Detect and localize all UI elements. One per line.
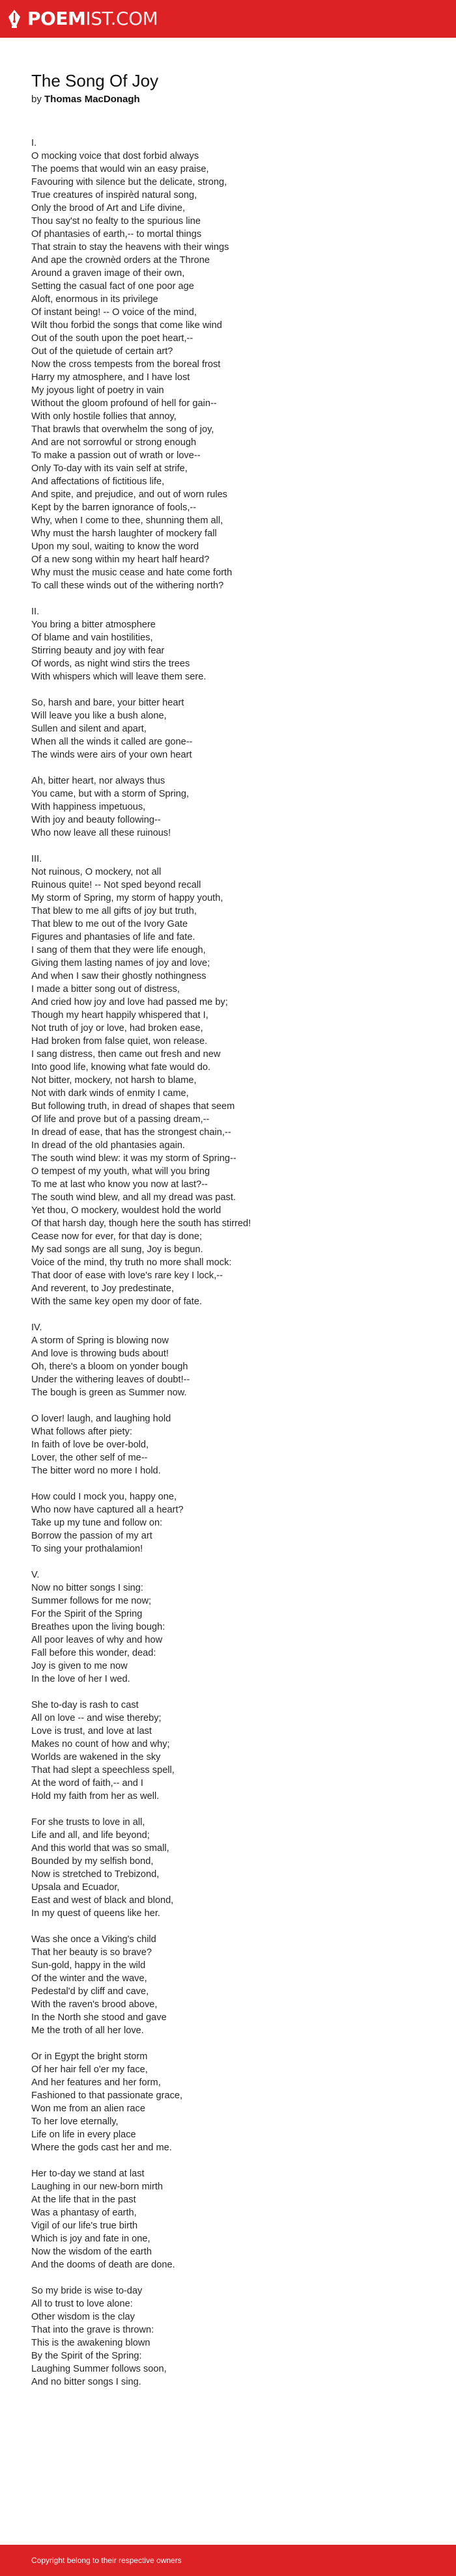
poem-line: With joy and beauty following--	[31, 815, 161, 825]
poem-line: Only the brood of Art and Life divine,	[31, 203, 186, 213]
poem-line: To sing your prothalamion!	[31, 1544, 143, 1554]
poem-line: Bounded by my selfish bond,	[31, 1856, 154, 1867]
poem-line: Will leave you like a bush alone,	[31, 711, 167, 721]
poem-line: A storm of Spring is blowing now	[31, 1336, 169, 1346]
poem-line: Out of the south upon the poet heart,--	[31, 333, 193, 344]
logo-text-bold: POEM	[27, 8, 86, 29]
poem-line: That strain to stay the heavens with their wings	[31, 242, 229, 253]
poem-line: Upsala and Ecuador,	[31, 1882, 120, 1893]
poem-line: At the word of faith,-- and I	[31, 1778, 143, 1788]
stanza	[31, 2050, 429, 2154]
stanza	[31, 1490, 429, 1555]
poem-line: And ape the crownèd orders at the Throne	[31, 255, 210, 266]
poem-line: Voice of the mind, thy truth no more shall mock:	[31, 1257, 232, 1268]
poem-line: Of the winter and the wave,	[31, 1973, 147, 1984]
poem-line: Of her hair fell o'er my face,	[31, 2064, 148, 2075]
poem-line: Giving them lasting names of joy and love;	[31, 958, 210, 968]
poem-line: With only hostile follies that annoy,	[31, 411, 177, 422]
poem-line: Ruinous quite! -- Not sped beyond recall	[31, 880, 201, 890]
poem-line: Why must the harsh laughter of mockery fall	[31, 528, 217, 539]
poem-line: With whispers which will leave them sere.	[31, 672, 207, 682]
pen-nib-icon	[7, 9, 22, 29]
poem-line: In the love of her I wed.	[31, 1674, 130, 1684]
poem-line: II.	[31, 607, 40, 617]
poem-line: Where the gods cast her and me.	[31, 2143, 172, 2153]
footer-bar	[0, 2545, 456, 2576]
poem-line: Joy is given to me now	[31, 1661, 128, 1671]
poem-line: Sullen and silent and apart,	[31, 724, 147, 734]
poem-line: Not ruinous, O mockery, not all	[31, 867, 162, 877]
poem-line: Fashioned to that passionate grace,	[31, 2090, 183, 2101]
poem-line: And affectations of fictitious life,	[31, 476, 165, 487]
poem-line: Into good life, knowing what fate would do.	[31, 1062, 211, 1073]
poem-line: My joyous light of poetry in vain	[31, 385, 164, 396]
poem-line: I.	[31, 138, 37, 148]
poem-line: That into the grave is thrown:	[31, 2325, 154, 2335]
poem-line: In dread of ease, that has the strongest chain,--	[31, 1127, 231, 1138]
poem-line: Hold my faith from her as well.	[31, 1791, 160, 1802]
poem-line: Around a graven image of their own,	[31, 268, 185, 279]
poem-line: That brawls that overwhelm the song of joy,	[31, 424, 214, 435]
stanza	[31, 1816, 429, 1920]
poem-line: Vigil of our life's true birth	[31, 2221, 138, 2231]
site-logo[interactable]	[7, 7, 158, 31]
poem-line: How could I mock you, happy one,	[31, 1492, 177, 1502]
poem-line: So, harsh and bare, your bitter heart	[31, 698, 184, 708]
poem-line: That blew to me all gifts of joy but truth,	[31, 906, 197, 916]
poem-line: And cried how joy and love had passed me by;	[31, 997, 228, 1007]
poem-line: Favouring with silence but the delicate, strong,	[31, 177, 227, 187]
poem-line: At the life that in the past	[31, 2195, 136, 2205]
poem-line: East and west of black and blond,	[31, 1895, 174, 1906]
poem-line: Wilt thou forbid the songs that come like wind	[31, 320, 222, 331]
poem-line: My sad songs are all sung, Joy is begun.	[31, 1244, 203, 1255]
poem-line: Sun-gold, happy in the wild	[31, 1960, 146, 1971]
poem-line: Of phantasies of earth,-- to mortal things	[31, 229, 202, 240]
poem-line: The south wind blew, and all my dread was past.	[31, 1192, 236, 1203]
stanza	[31, 696, 429, 761]
stanza	[31, 774, 429, 840]
poem-line: Only To-day with its vain self at strife,	[31, 463, 188, 474]
poem-line: Why, when I come to thee, shunning them all,	[31, 515, 223, 526]
poem-line: And the dooms of death are done.	[31, 2260, 175, 2270]
poem-line: O mocking voice that dost forbid always	[31, 151, 199, 161]
poem-line: The bitter word no more I hold.	[31, 1466, 161, 1476]
poem-line: Of a new song within my heart half heard?	[31, 555, 210, 565]
poem-line: In the North she stood and gave	[31, 2012, 167, 2023]
poem-line: Pedestal'd by cliff and cave,	[31, 1986, 149, 1997]
poem-line: Figures and phantasies of life and fate.	[31, 932, 195, 942]
poem-line: Was a phantasy of earth,	[31, 2208, 137, 2218]
poem-line: By the Spirit of the Spring:	[31, 2351, 142, 2361]
poem-line: Out of the quietude of certain art?	[31, 346, 173, 357]
poem-line: All on love -- and wise thereby;	[31, 1713, 162, 1723]
poem-line: And reverent, to Joy predestinate,	[31, 1283, 175, 1294]
poem-line: Love is trust, and love at last	[31, 1726, 152, 1736]
poem-line: Not with dark winds of enmity I came,	[31, 1088, 189, 1099]
poem-line: V.	[31, 1570, 40, 1580]
poem-line: The winds were airs of your own heart	[31, 750, 192, 760]
top-header-bar	[0, 0, 456, 38]
poem-line: And no bitter songs I sing.	[31, 2377, 141, 2387]
poem-line: Makes no count of how and why;	[31, 1739, 170, 1749]
poem-line: Cease now for ever, for that day is done;	[31, 1231, 203, 1242]
poem-line: Won me from an alien race	[31, 2103, 145, 2114]
poem-line: Breathes upon the living bough:	[31, 1622, 165, 1632]
poem-line: Who now have captured all a heart?	[31, 1505, 184, 1515]
poem-line: Aloft, enormous in its privilege	[31, 294, 158, 305]
poem-line: Setting the casual fact of one poor age	[31, 281, 194, 292]
poem-line: The south wind blew: it was my storm of Spring--	[31, 1153, 236, 1164]
poem-line: Was she once a Viking's child	[31, 1934, 156, 1945]
poem-line: Thou say'st no fealty to the spurious line	[31, 216, 201, 226]
poem-line: Not truth of joy or love, had broken ease,	[31, 1023, 203, 1034]
poem-line: Of blame and vain hostilities,	[31, 633, 153, 643]
poem-line: In faith of love be over-bold,	[31, 1440, 149, 1450]
stanza	[31, 853, 429, 1308]
poem-line: In dread of the old phantasies again.	[31, 1140, 186, 1151]
poem-line: With happiness impetuous,	[31, 802, 146, 812]
poem-line: That door of ease with love's rare key I lock,--	[31, 1270, 223, 1281]
poem-line: Not bitter, mockery, not harsh to blame,	[31, 1075, 197, 1086]
poem-line: Which is joy and fate in one,	[31, 2234, 150, 2244]
poem-line: To her love eternally,	[31, 2117, 119, 2127]
poem-line: That her beauty is so brave?	[31, 1947, 152, 1958]
stanza	[31, 2167, 429, 2271]
poem-line: That had slept a speechless spell,	[31, 1765, 175, 1775]
poem-line: And love is throwing buds about!	[31, 1349, 169, 1359]
poem-line: Laughing in our new-born mirth	[31, 2182, 163, 2192]
poem-line: My storm of Spring, my storm of happy youth,	[31, 893, 223, 903]
footer-copyright: Copyright belong to their respective owners	[31, 2556, 182, 2565]
poem-line: True creatures of inspirèd natural song,	[31, 190, 197, 200]
poem-line: But following truth, in dread of shapes that seem	[31, 1101, 235, 1112]
poem-content	[31, 70, 429, 2402]
poem-line: And when I saw their ghostly nothingness	[31, 971, 207, 981]
poem-line: Who now leave all these ruinous!	[31, 828, 171, 838]
poem-line: And spite, and prejudice, and out of worn rules	[31, 489, 227, 500]
poem-line: To make a passion out of wrath or love--	[31, 450, 201, 461]
poem-line: So my bride is wise to-day	[31, 2286, 143, 2296]
poem-byline	[31, 93, 429, 106]
logo-wordmark	[27, 7, 158, 31]
poem-line: To me at last who know you now at last?--	[31, 1179, 208, 1190]
poem-line: All to trust to love alone:	[31, 2299, 133, 2309]
poem-line: Worlds are wakened in the sky	[31, 1752, 161, 1762]
poem-line: I sang of them that they were life enough,	[31, 945, 206, 955]
poem-line: Fall before this wonder, dead:	[31, 1648, 156, 1658]
poem-line: In my quest of queens like her.	[31, 1908, 160, 1919]
poem-line: To call these winds out of the withering north?	[31, 581, 224, 591]
stanza	[31, 137, 429, 592]
poem-line: What follows after piety:	[31, 1427, 132, 1437]
poem-line: Or in Egypt the bright storm	[31, 2051, 148, 2062]
poem-line: For she trusts to love in all,	[31, 1817, 145, 1828]
poem-line: Lover, the other self of me--	[31, 1453, 148, 1463]
poem-line: Upon my soul, waiting to know the word	[31, 541, 199, 552]
poem-line: This is the awakening blown	[31, 2338, 150, 2348]
poem-line: You came, but with a storm of Spring,	[31, 789, 190, 799]
poem-line: Though my heart happily whispered that I,	[31, 1010, 208, 1021]
poem-body	[31, 137, 429, 2389]
poem-line: And her features and her form,	[31, 2077, 161, 2088]
poem-line: With the raven's brood above,	[31, 1999, 158, 2010]
poem-line: Now the cross tempests from the boreal frost	[31, 359, 221, 370]
poem-line: IV.	[31, 1322, 42, 1333]
poem-line: O tempest of my youth, what will you bring	[31, 1166, 210, 1177]
poem-line: That blew to me out of the Ivory Gate	[31, 919, 188, 929]
poem-line: Now the wisdom of the earth	[31, 2247, 152, 2257]
poem-line: Summer follows for me now;	[31, 1596, 152, 1606]
poem-line: Stirring beauty and joy with fear	[31, 646, 165, 656]
poem-line: III.	[31, 854, 42, 864]
stanza	[31, 1412, 429, 1477]
poem-line: Oh, there's a bloom on yonder bough	[31, 1362, 188, 1372]
poem-line: Kept by the barren ignorance of fools,--	[31, 502, 197, 513]
poem-line: Why must the music cease and hate come forth	[31, 568, 233, 578]
poem-line: Harry my atmosphere, and I have lost	[31, 372, 190, 383]
poem-line: And are not sorrowful or strong enough	[31, 437, 197, 448]
stanza	[31, 1321, 429, 1399]
logo-text-light: IST.COM	[85, 8, 158, 29]
poem-line: I made a bitter song out of distress,	[31, 984, 180, 994]
poem-line: Of that harsh day, though here the south has stirred!	[31, 1218, 251, 1229]
poem-line: Of words, as night wind stirs the trees	[31, 659, 190, 669]
poem-line: Take up my tune and follow on:	[31, 1518, 163, 1528]
poem-line: She to-day is rash to cast	[31, 1700, 139, 1710]
poem-line: Had broken from false quiet, won release.	[31, 1036, 208, 1047]
stanza	[31, 1699, 429, 1803]
poem-line: Other wisdom is the clay	[31, 2312, 135, 2322]
poem-line: And this world that was so small,	[31, 1843, 169, 1854]
poem-line: Of life and prove but of a passing dream,--	[31, 1114, 210, 1125]
poem-line: The bough is green as Summer now.	[31, 1388, 187, 1398]
stanza	[31, 1933, 429, 2037]
poem-line: Life and all, and life beyond;	[31, 1830, 150, 1841]
poem-line: For the Spirit of the Spring	[31, 1609, 143, 1619]
poem-line: All poor leaves of why and how	[31, 1635, 163, 1645]
author-name[interactable]: Thomas MacDonagh	[44, 94, 140, 105]
poem-line: Without the gloom profound of hell for gain--	[31, 398, 217, 409]
poem-line: Borrow the passion of my art	[31, 1531, 152, 1541]
poem-line: You bring a bitter atmosphere	[31, 620, 156, 630]
poem-line: When all the winds it called are gone--	[31, 737, 193, 747]
poem-line: Her to-day we stand at last	[31, 2169, 145, 2179]
poem-line: Now no bitter songs I sing:	[31, 1583, 143, 1593]
poem-line: Yet thou, O mockery, wouldest hold the world	[31, 1205, 221, 1216]
poem-line: Me the troth of all her love.	[31, 2025, 144, 2036]
poem-line: Under the withering leaves of doubt!--	[31, 1375, 190, 1385]
poem-line: The poems that would win an easy praise,	[31, 164, 209, 174]
stanza	[31, 605, 429, 683]
poem-line: Now is stretched to Trebizond,	[31, 1869, 160, 1880]
byline-prefix: by	[31, 94, 42, 105]
poem-title: The Song Of Joy	[31, 71, 159, 90]
stanza	[31, 2284, 429, 2389]
poem-line: Of instant being! -- O voice of the mind,	[31, 307, 197, 318]
poem-line: Ah, bitter heart, nor always thus	[31, 776, 165, 786]
poem-line: Life on life in every place	[31, 2130, 136, 2140]
poem-line: Laughing Summer follows soon,	[31, 2364, 167, 2374]
stanza	[31, 1569, 429, 1686]
poem-line: With the same key open my door of fate.	[31, 1296, 203, 1307]
poem-line: O lover! laugh, and laughing hold	[31, 1414, 171, 1424]
poem-line: I sang distress, then came out fresh and new	[31, 1049, 221, 1060]
